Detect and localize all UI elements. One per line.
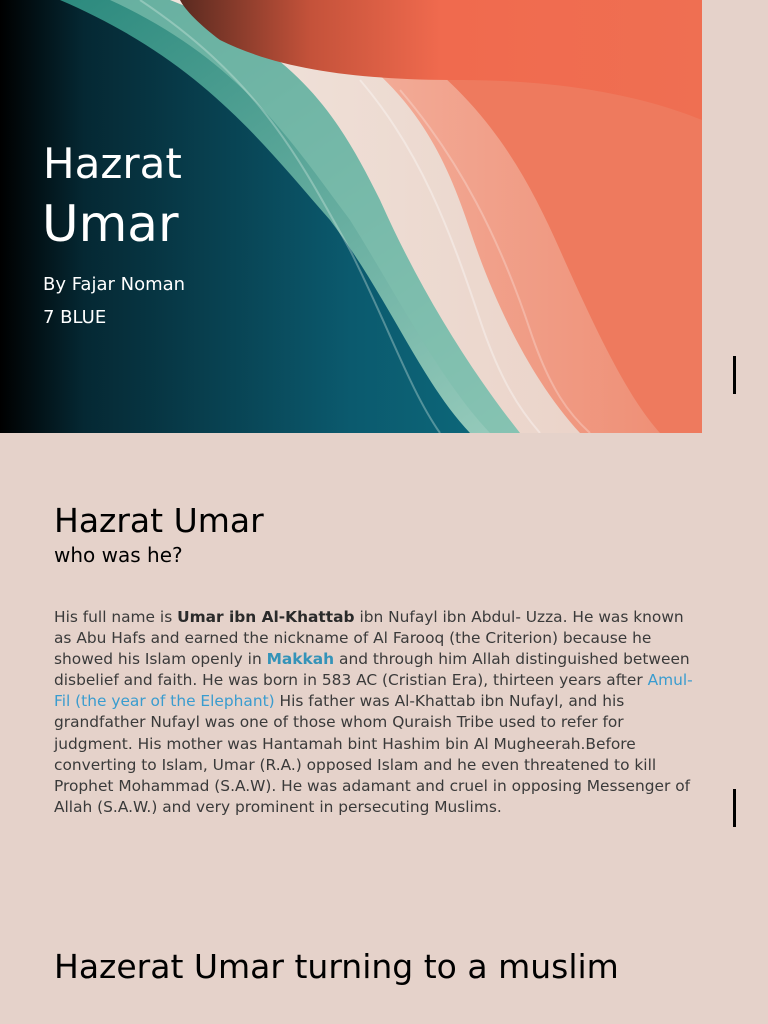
- title-slide: [0, 0, 702, 433]
- para-text: His full name is: [54, 608, 178, 626]
- biography-paragraph: [54, 607, 704, 818]
- para-text: ibn Nufayl ibn Abdul- Uzza. He was known as Abu Hafs and earned the nickname of Al Farooq (the Criterion) because he showed his Islam openly in: [54, 608, 684, 669]
- title-line-2: Umar: [42, 195, 179, 253]
- next-slide-title: Hazerat Umar turning to a muslim: [54, 947, 619, 986]
- amul-fil-link[interactable]: Amul-Fil (the year of the Elephant): [54, 671, 693, 711]
- text-cursor-marker: [733, 789, 736, 827]
- title-line-1: Hazrat: [43, 139, 182, 188]
- para-text: His father was Al-Khattab ibn Nufayl, and his grandfather Nufayl was one of those whom Quraish Tribe used to refer for judgment. His mother was Hantamah bint Hashim bin Al Mugheerah.Before converting to Islam, Umar (R.A.) opposed Islam and he even threatened to kill Prophet Mohammad (S.A.W). He was adamant and cruel in opposing Messenger of Allah (S.A.W.) and very prominent in persecuting Muslims.: [54, 692, 691, 816]
- content-slide-title: Hazrat Umar: [54, 501, 264, 540]
- makkah-link[interactable]: Makkah: [266, 650, 335, 669]
- author-label: By Fajar Noman: [43, 274, 186, 295]
- content-slide-subtitle: who was he?: [54, 543, 183, 567]
- class-label: 7 BLUE: [43, 307, 107, 328]
- full-name-bold: Umar ibn Al-Khattab: [177, 608, 355, 626]
- para-text: and through him Allah distinguished between disbelief and faith. He was born in 583 AC (Cristian Era), thirteen years after: [54, 650, 690, 690]
- text-cursor-marker: [733, 356, 736, 394]
